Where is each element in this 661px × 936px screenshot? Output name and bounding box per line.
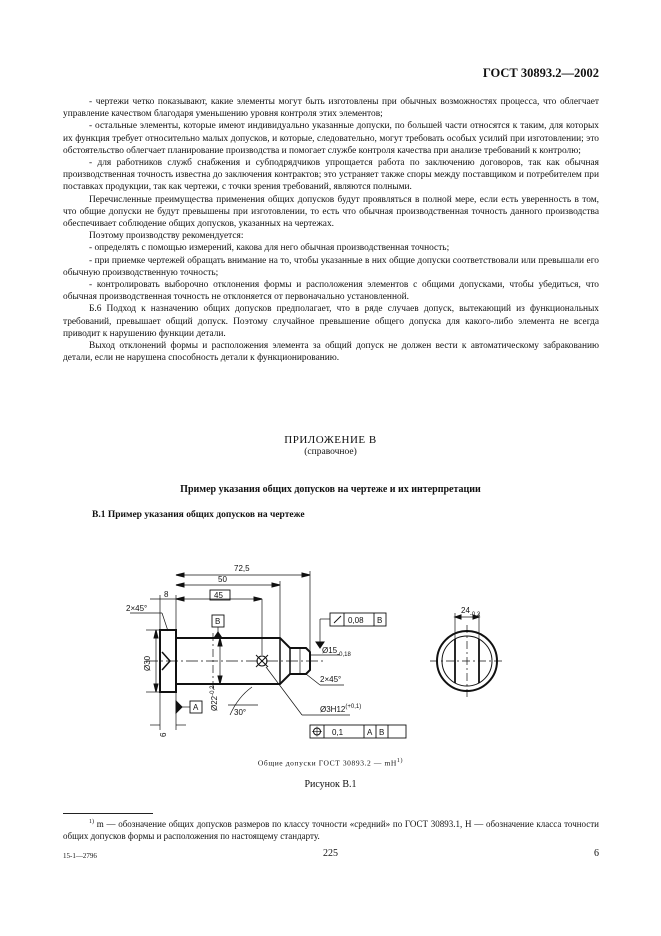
paragraph: - для работников служб снабжения и субподрядчиков упрощается работа по заключению договоров, так как обычная производственная точность известна до заключения контрактов; это устраняет также споры между поставщиком и потребителем при поставках продукции, так как чертежи, с точки зрения требований, являются полными.	[63, 158, 599, 193]
dim-total: 72,5	[234, 564, 250, 573]
paragraph: - контролировать выборочно отклонения формы и расположения элементов с общими допусками, чтобы убедиться, что обычная производственная точность не отклоняется от первоначально установленной.	[63, 280, 599, 303]
datum-b-label: B	[215, 617, 221, 626]
side-width: $24_{-0,2}$	[461, 606, 481, 618]
paragraph: - определять с помощью измерений, какова для него обычная производственная точность;	[89, 243, 450, 254]
footnote: $^{1)}$ m — обозначение общих допусков размеров по классу точности «средний» по ГОСТ 30893.1, H — обозначение класса точности общих допусков формы и расположения по настоящему стандарту.	[63, 819, 600, 841]
dim-8: 8	[164, 590, 169, 599]
appendix-title: ПРИЛОЖЕНИЕ В	[284, 434, 377, 446]
dim-45: 45	[214, 591, 223, 600]
paragraph: - остальные элементы, которые имеют индивидуально указанные допуски, по большей части относятся к таким, для которых их функция требует относительно малых допусков, и которые, следовательно, могут требовать особых усилий при изготовлении; это обстоятельство облегчает планирование производства и помогает службе контроля качества при анализе требований к контролю;	[63, 121, 599, 156]
document-header: ГОСТ 30893.2—2002	[482, 66, 599, 80]
print-code: 15-1—2796	[63, 852, 97, 860]
sheet-number: 6	[594, 848, 599, 859]
appendix-subtitle: (справочное)	[304, 447, 357, 457]
subsection-title: В.1 Пример указания общих допусков на чертеже	[92, 510, 305, 520]
hole-spec: $Ø3H12^{(+0,1)}$	[320, 704, 362, 714]
datum-a-label: A	[193, 703, 199, 712]
section-title: Пример указания общих допусков на чертеже и их интерпретации	[180, 484, 481, 495]
paragraph: Перечисленные преимущества применения общих допусков будут проявляться в полной мере, если есть уверенность в том, что общие допуски не будут превышены при изготовлении, то есть что обычная производственная точность данного производства обеспечивает соблюдение общих допусков, указанных на чертежах.	[63, 194, 599, 230]
angle-30: 30°	[234, 708, 247, 717]
chamfer-right: 2×45°	[320, 675, 342, 684]
position-tol: 0,1	[332, 728, 344, 737]
dia-15: $Ø15_{-0,18}$	[322, 646, 351, 658]
figure-caption: Рисунок В.1	[304, 779, 357, 790]
runout-datum: B	[377, 616, 383, 625]
paragraph: - при приемке чертежей обращать внимание на то, чтобы указанные в них общие допуски соответствовали или превышали его обычную производственную точность;	[63, 255, 599, 278]
position-datum-a: A	[367, 728, 373, 737]
dim-50: 50	[218, 575, 227, 584]
runout-tol: 0,08	[348, 616, 364, 625]
paragraph: - чертежи четко показывают, какие элементы могут быть изготовлены при обычных возможностях процесса, что облегчает управление качеством благодаря уменьшению уровня контроля этих элементов;	[63, 97, 599, 120]
position-datum-b: B	[379, 728, 385, 737]
paragraph: Б.6 Подход к назначению общих допусков предполагает, что в ряде случаев допуск, вытекающий из функциональных требований, превышает общий допуск. Поэтому случайное превышение общего допуска для какого-либо элемента не всегда приводит к нарушению функции детали.	[63, 304, 599, 339]
dia-22: $Ø22^{-0,2}$	[210, 685, 219, 711]
chamfer-left: 2×45°	[126, 604, 148, 613]
dim-6: 6	[159, 732, 168, 737]
footnote-divider	[63, 813, 153, 814]
body-text	[63, 96, 599, 364]
paragraph: Поэтому производству рекомендуется:	[89, 231, 244, 242]
figure-note: Общие допуски ГОСТ 30893.2 — $mH^{1)}$	[257, 758, 404, 768]
paragraph: Выход отклонений формы и расположения элемента за общий допуск не должен вести к автоматическому забракованию детали, если не нарушена способность детали к функционированию.	[63, 341, 599, 364]
dia-30: Ø30	[143, 655, 152, 671]
page-number: 225	[323, 848, 338, 859]
technical-drawing	[110, 555, 530, 755]
